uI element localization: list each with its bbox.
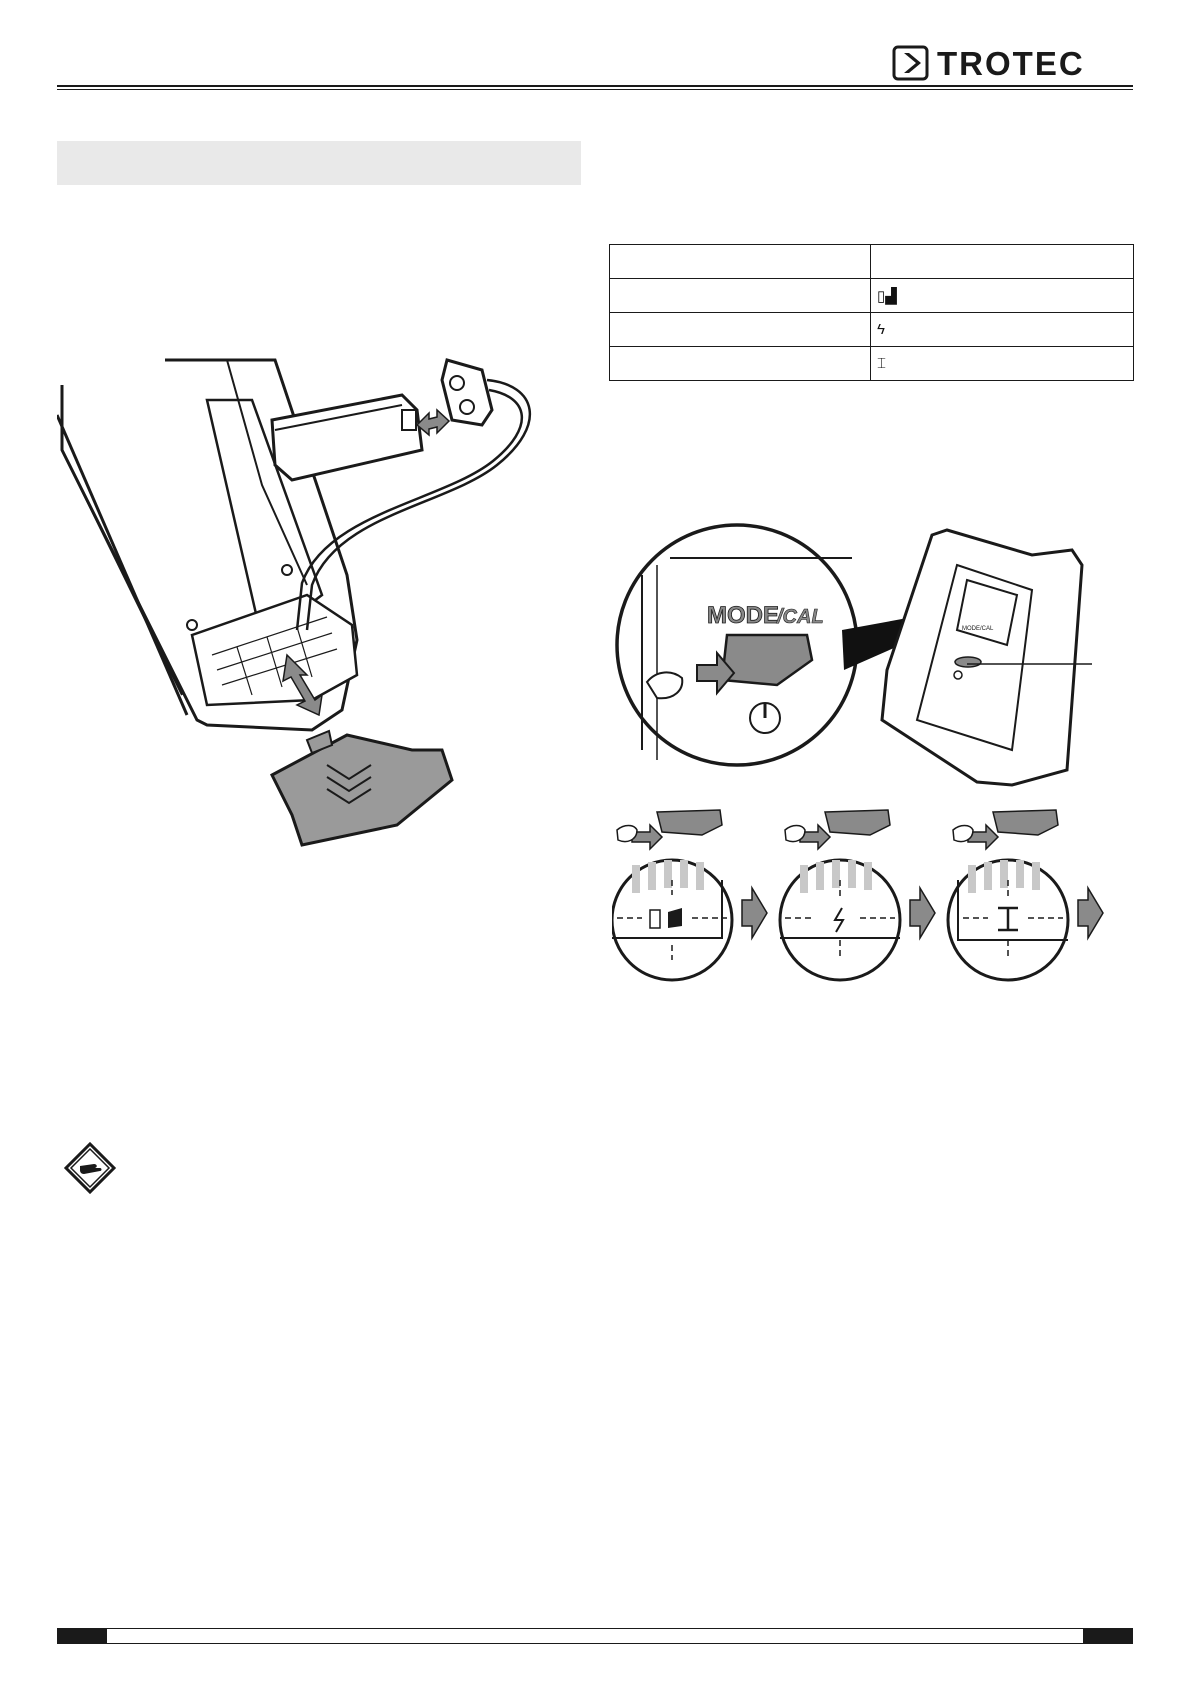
mode-label-large: MODE [707, 602, 779, 629]
mode-step-voltage [780, 810, 935, 980]
table-cell-label [610, 279, 871, 313]
header-rule-thin [57, 89, 1133, 90]
table-cell-symbol [871, 279, 1134, 313]
mode-button-illustration [612, 520, 1102, 790]
footer-left-tab [57, 1628, 107, 1644]
table-header-cell [871, 245, 1134, 279]
table-row [610, 313, 1134, 347]
note-hand-icon [64, 1142, 116, 1194]
mode-cycle-sequence [612, 800, 1132, 985]
table-cell-symbol [871, 313, 1134, 347]
footer-right-tab [1083, 1628, 1133, 1644]
mode-symbol-table [609, 244, 1134, 381]
table-row [610, 279, 1134, 313]
table-cell-symbol [871, 347, 1134, 381]
table-header-cell [610, 245, 871, 279]
table-header-row [610, 245, 1134, 279]
brand-name: TROTEC [937, 45, 1085, 82]
wood-metal-icon: ▯▟ [877, 287, 897, 305]
trotec-chevron-icon [892, 44, 932, 82]
table-cell-label [610, 347, 871, 381]
header-rule [57, 85, 1133, 87]
mode-step-wood-metal [612, 810, 767, 980]
trotec-logo [892, 44, 1134, 84]
voltage-icon: ϟ [877, 321, 885, 338]
cal-label-large: /CAL [777, 606, 824, 628]
mode-step-metal [948, 810, 1103, 980]
metal-beam-icon: ⌶ [877, 355, 887, 372]
battery-insert-illustration [57, 355, 557, 865]
table-row [610, 347, 1134, 381]
table-cell-label [610, 313, 871, 347]
mode-label-small: MODE/CAL [962, 626, 994, 632]
section-heading-bar [57, 141, 581, 185]
footer-bar [57, 1628, 1133, 1644]
